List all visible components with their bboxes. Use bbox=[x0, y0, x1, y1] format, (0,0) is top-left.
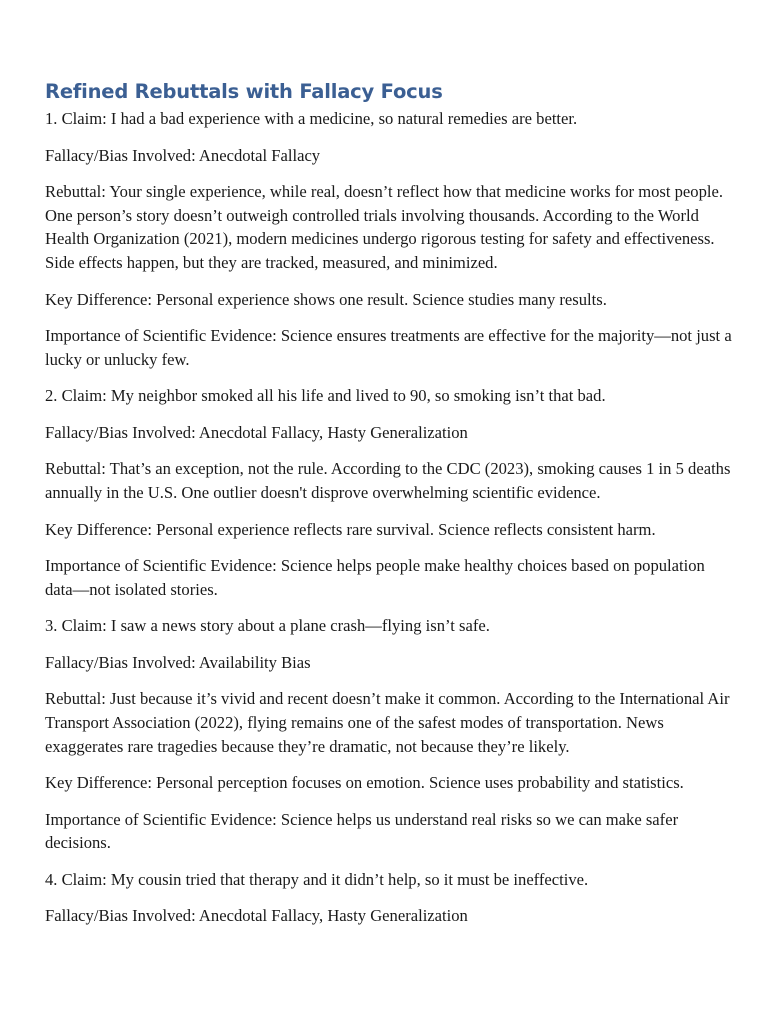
claim-2-fallacy: Fallacy/Bias Involved: Anecdotal Fallacy, Hasty Generalization bbox=[45, 422, 468, 442]
claim-4-fallacy: Fallacy/Bias Involved: Anecdotal Fallacy, Hasty Generalization bbox=[45, 906, 468, 926]
claim-2: 2. Claim: My neighbor smoked all his life and lived to 90, so smoking isn’t that bad. bbox=[45, 386, 606, 406]
claim-1: 1. Claim: I had a bad experience with a medicine, so natural remedies are better. bbox=[45, 109, 578, 128]
document-page bbox=[45, 78, 735, 941]
claim-3-key-difference: Key Difference: Personal perception focuses on emotion. Science uses probability and statistics. bbox=[45, 773, 684, 793]
claim-2-rebuttal: Rebuttal: That’s an exception, not the rule. According to the CDC (2023), smoking causes 1 in 5 deaths annually in the U.S. One outlier doesn't disprove overwhelming scientific evidence. bbox=[45, 459, 731, 503]
document-heading: Refined Rebuttals with Fallacy Focus bbox=[45, 80, 443, 103]
claim-4: 4. Claim: My cousin tried that therapy and it didn’t help, so it must be ineffective. bbox=[45, 869, 589, 889]
claim-2-key-difference: Key Difference: Personal experience reflects rare survival. Science reflects consistent harm. bbox=[45, 519, 656, 539]
claim-1-rebuttal: Rebuttal: Your single experience, while real, doesn’t reflect how that medicine works for most people. One person’s story doesn’t outweigh controlled trials involving thousands. According to the World Health Organization (2021), modern medicines undergo rigorous testing for safety and effectiveness. Side effects happen, but they are tracked, measured, and minimized. bbox=[45, 182, 724, 273]
claim-3-fallacy: Fallacy/Bias Involved: Availability Bias bbox=[45, 652, 311, 672]
claim-1-key-difference: Key Difference: Personal experience shows one result. Science studies many results. bbox=[45, 289, 607, 309]
claim-3-rebuttal: Rebuttal: Just because it’s vivid and recent doesn’t make it common. According to the International Air Transport Association (2022), flying remains one of the safest modes of transportation. News exaggerates rare tragedies because they’re dramatic, not because they’re likely. bbox=[45, 689, 730, 756]
claim-3: 3. Claim: I saw a news story about a plane crash—flying isn’t safe. bbox=[45, 616, 490, 636]
claim-2-importance: Importance of Scientific Evidence: Science helps people make healthy choices based on population data—not isolated stories. bbox=[45, 556, 705, 599]
claim-3-importance: Importance of Scientific Evidence: Science helps us understand real risks so we can make safer decisions. bbox=[45, 809, 679, 853]
claim-1-importance: Importance of Scientific Evidence: Science ensures treatments are effective for the majority—not just a lucky or unlucky few. bbox=[45, 326, 732, 369]
claim-1-fallacy: Fallacy/Bias Involved: Anecdotal Fallacy bbox=[45, 145, 321, 165]
